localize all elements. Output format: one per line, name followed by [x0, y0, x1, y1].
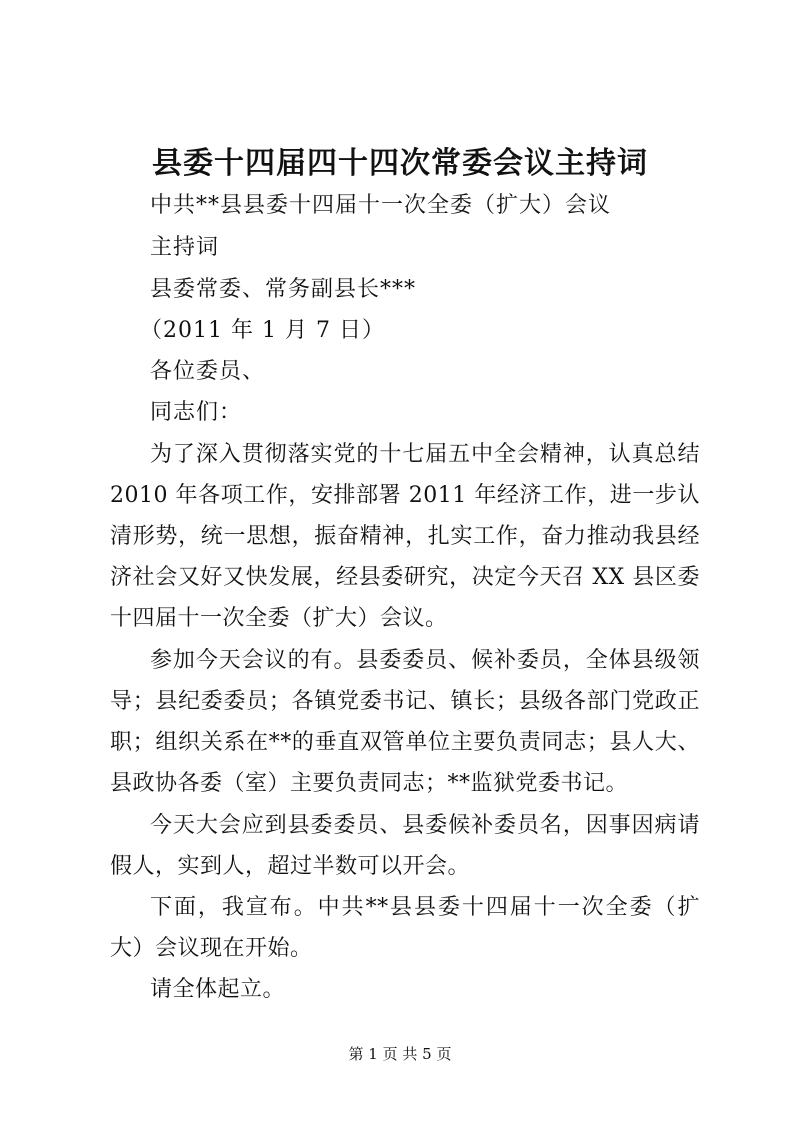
- body-paragraph-1: 为了深入贯彻落实党的十七届五中全会精神，认真总结 2010 年各项工作，安排部署 2011 年经济工作，进一步认清形势，统一思想，振奋精神，扎实工作，奋力推动我县经济社会又好又快发展，经县委研究，决定今天召 XX 县区委十四届十一次全委（扩大）会议。: [110, 442, 700, 631]
- meeting-name-line: 中共**县县委十四届十一次全委（扩大）会议: [150, 193, 612, 218]
- body-paragraph-5: 请全体起立。: [150, 977, 286, 1002]
- document-type-line: 主持词: [150, 235, 220, 260]
- document-title: 县委十四届四十四次常委会议主持词: [152, 146, 648, 181]
- date-line: （2011 年 1 月 7 日）: [140, 318, 385, 343]
- greeting-line-2: 同志们：: [150, 400, 243, 425]
- greeting-line-1: 各位委员、: [150, 359, 266, 384]
- body-paragraph-4: 下面，我宣布。中共**县县委十四届十一次全委（扩大）会议现在开始。: [110, 895, 700, 961]
- page-number-footer: 第 1 页 共 5 页: [348, 1045, 452, 1063]
- body-paragraph-2: 参加今天会议的有。县委委员、候补委员，全体县级领导；县纪委委员；各镇党委书记、镇长；县级各部门党政正职；组织关系在**的垂直双管单位主要负责同志；县人大、县政协各委（室）主要负责同志；**监狱党委书记。: [110, 648, 700, 796]
- body-paragraph-3: 今天大会应到县委委员、县委候补委员名，因事因病请假人，实到人，超过半数可以开会。: [110, 813, 700, 879]
- speaker-line: 县委常委、常务副县长***: [150, 277, 417, 302]
